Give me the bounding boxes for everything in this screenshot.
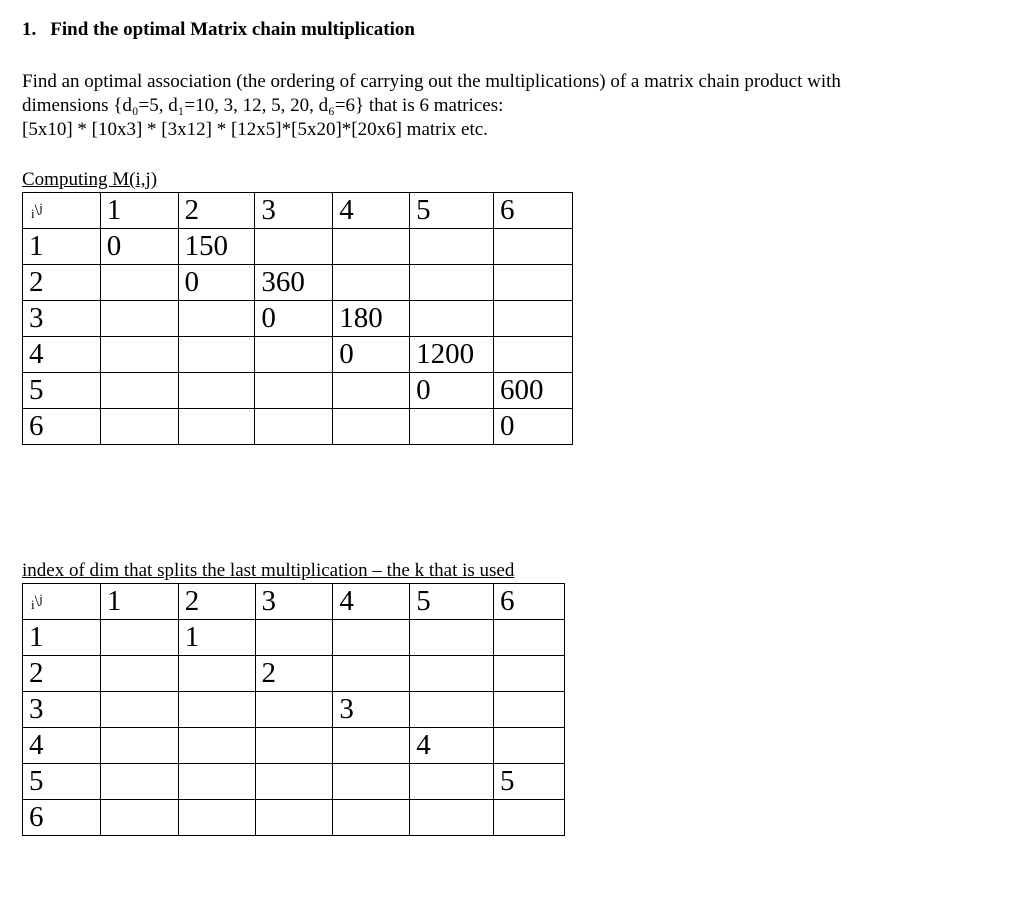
table-cell	[178, 409, 255, 445]
row-header: 2	[23, 656, 101, 692]
column-header: 1	[100, 584, 178, 620]
table-row	[23, 728, 565, 764]
split-table	[22, 583, 565, 836]
column-header: 6	[494, 193, 573, 229]
row-header: 4	[23, 728, 101, 764]
table-row	[23, 656, 565, 692]
table-row	[23, 265, 573, 301]
table-cell	[100, 265, 178, 301]
column-header: 3	[255, 193, 333, 229]
cost-table	[22, 192, 573, 445]
table-cell	[100, 409, 178, 445]
table-cell: 0	[494, 409, 573, 445]
table-cell: 180	[333, 301, 410, 337]
table-cell	[410, 692, 494, 728]
table-cell: 3	[333, 692, 410, 728]
table-cell	[100, 301, 178, 337]
table-cell	[494, 692, 565, 728]
table-cell	[255, 409, 333, 445]
table-cell: 5	[494, 764, 565, 800]
column-header: 5	[410, 584, 494, 620]
table-cell: 0	[255, 301, 333, 337]
table-cell	[494, 656, 565, 692]
table-cell	[494, 728, 565, 764]
table-cell	[100, 728, 178, 764]
corner-cell	[23, 584, 101, 620]
table-cell	[333, 800, 410, 836]
table-cell	[333, 265, 410, 301]
table-cell	[494, 301, 573, 337]
table-cell	[255, 373, 333, 409]
problem-line-2: dimensions {d₀=5, d₁=10, 3, 12, 5, 20, d₆=6} that is 6 matrices:	[22, 95, 504, 116]
table-cell	[178, 301, 255, 337]
table-cell: 0	[410, 373, 494, 409]
row-header: 2	[23, 265, 101, 301]
table-cell: 0	[100, 229, 178, 265]
table-cell	[255, 229, 333, 265]
column-header: 1	[100, 193, 178, 229]
row-header: 5	[23, 764, 101, 800]
row-header: 1	[23, 620, 101, 656]
table-cell	[178, 728, 255, 764]
table-cell	[333, 728, 410, 764]
corner-separator: \	[34, 201, 40, 219]
corner-cell	[23, 193, 101, 229]
table-row	[23, 301, 573, 337]
table-row	[23, 229, 573, 265]
table-cell	[333, 656, 410, 692]
table-cell	[255, 800, 333, 836]
split-table-caption: index of dim that splits the last multiplication – the k that is used	[22, 560, 515, 581]
corner-i-label: i	[31, 205, 35, 221]
table-cell	[333, 764, 410, 800]
table-cell	[100, 764, 178, 800]
table-cell	[178, 692, 255, 728]
problem-line-3: [5x10] * [10x3] * [3x12] * [12x5]*[5x20]*[20x6] matrix etc.	[22, 119, 488, 140]
table-cell	[410, 800, 494, 836]
table-cell	[178, 764, 255, 800]
table-cell	[255, 728, 333, 764]
row-header: 3	[23, 301, 101, 337]
table-cell	[494, 229, 573, 265]
table-cell	[410, 301, 494, 337]
table-cell: 0	[178, 265, 255, 301]
table-cell	[255, 620, 333, 656]
table-cell	[333, 620, 410, 656]
table-cell: 1200	[410, 337, 494, 373]
table-row	[23, 337, 573, 373]
table-row	[23, 692, 565, 728]
table-row	[23, 800, 565, 836]
row-header: 6	[23, 800, 101, 836]
header-row	[23, 584, 565, 620]
table-cell	[100, 692, 178, 728]
row-header: 5	[23, 373, 101, 409]
table-cell: 360	[255, 265, 333, 301]
table-cell	[255, 692, 333, 728]
table-cell	[100, 373, 178, 409]
cost-table-caption: Computing M(i,j)	[22, 169, 158, 190]
table-cell	[100, 620, 178, 656]
table-cell	[410, 620, 494, 656]
table-cell	[494, 265, 573, 301]
table-cell	[255, 764, 333, 800]
table-cell	[410, 656, 494, 692]
table-cell: 150	[178, 229, 255, 265]
table-cell	[410, 265, 494, 301]
column-header: 4	[333, 193, 410, 229]
table-cell	[100, 800, 178, 836]
row-header: 3	[23, 692, 101, 728]
table-cell	[410, 764, 494, 800]
table-cell	[333, 409, 410, 445]
table-cell: 0	[333, 337, 410, 373]
table-cell	[494, 620, 565, 656]
table-cell	[178, 373, 255, 409]
corner-separator: \	[34, 592, 40, 610]
table-row	[23, 409, 573, 445]
corner-j-label: j	[39, 199, 43, 215]
table-cell: 4	[410, 728, 494, 764]
column-header: 5	[410, 193, 494, 229]
table-cell	[100, 337, 178, 373]
question-title-text: Find the optimal Matrix chain multiplication	[50, 19, 415, 40]
table-row	[23, 373, 573, 409]
column-header: 2	[178, 584, 255, 620]
table-cell	[410, 409, 494, 445]
table-cell: 1	[178, 620, 255, 656]
table-cell	[494, 800, 565, 836]
table-row	[23, 764, 565, 800]
row-header: 6	[23, 409, 101, 445]
table-cell	[255, 337, 333, 373]
column-header: 6	[494, 584, 565, 620]
column-header: 3	[255, 584, 333, 620]
table-cell: 600	[494, 373, 573, 409]
table-cell	[494, 337, 573, 373]
problem-line-1: Find an optimal association (the ordering of carrying out the multiplications) of a matrix chain product with	[22, 71, 841, 92]
table-cell	[410, 229, 494, 265]
question-title	[22, 19, 415, 41]
corner-i-label: i	[31, 596, 35, 612]
table-cell	[178, 337, 255, 373]
column-header: 4	[333, 584, 410, 620]
table-cell: 2	[255, 656, 333, 692]
table-cell	[178, 800, 255, 836]
header-row	[23, 193, 573, 229]
table-cell	[333, 373, 410, 409]
table-row	[23, 620, 565, 656]
table-cell	[178, 656, 255, 692]
column-header: 2	[178, 193, 255, 229]
table-cell	[100, 656, 178, 692]
corner-j-label: j	[39, 590, 43, 606]
table-cell	[333, 229, 410, 265]
problem-statement	[22, 70, 1012, 142]
row-header: 4	[23, 337, 101, 373]
question-number: 1.	[22, 19, 37, 40]
row-header: 1	[23, 229, 101, 265]
